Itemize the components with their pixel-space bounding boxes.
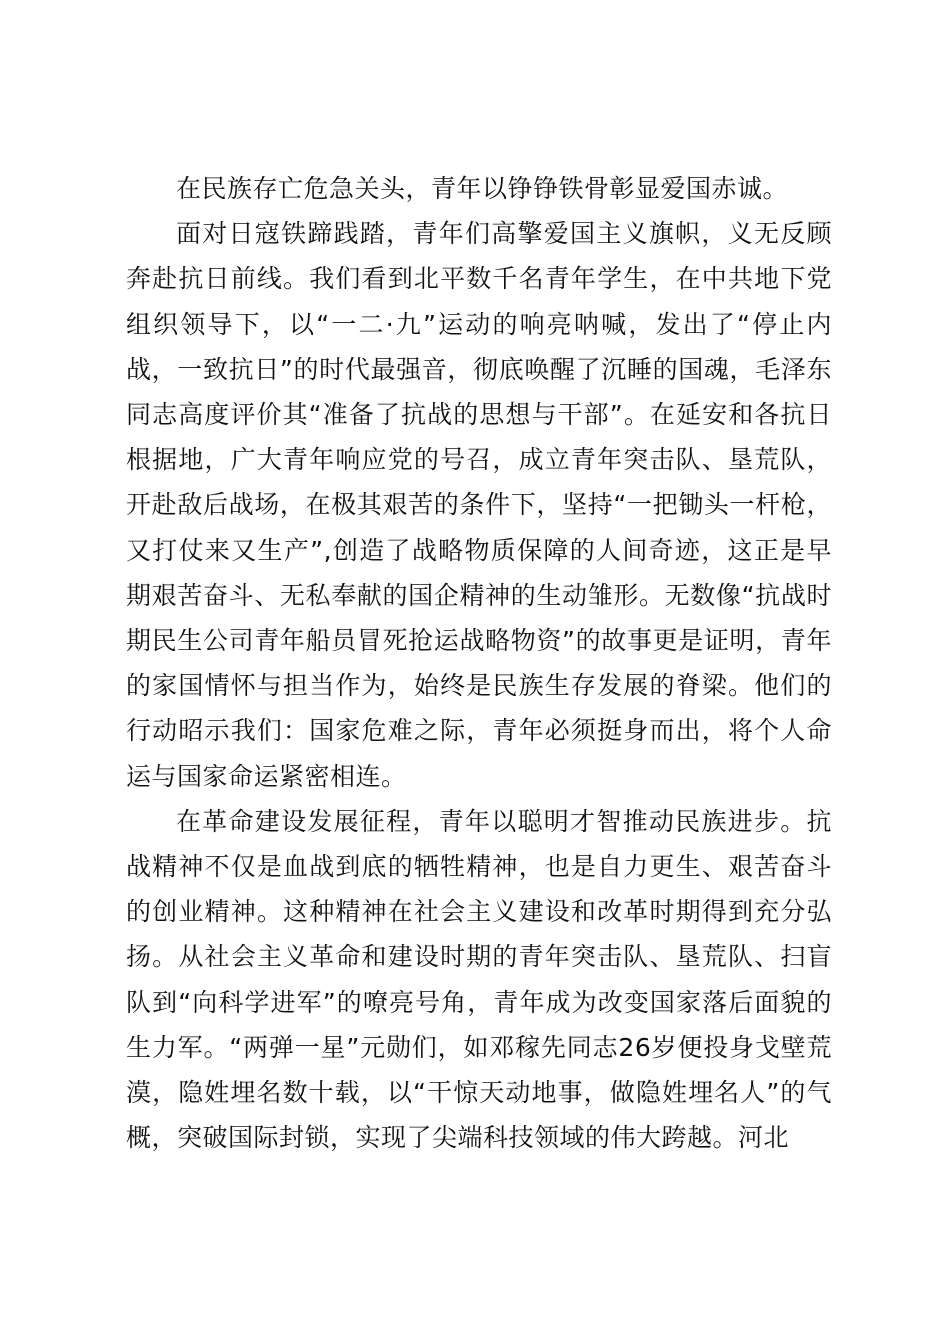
paragraph: 在革命建设发展征程，青年以聪明才智推动民族进步。抗战精神不仅是血战到底的牺牲精神，也是自力更生、艰苦奋斗的创业精神。这种精神在社会主义建设和改革时期得到充分弘扬。从社会主义革命和建设时期的青年突击队、垦荒队、扫盲队到“向科学进军”的嘹亮号角，青年成为改变国家落后面貌的生力军。“两弹一星”元勋们，如邓稼先同志26岁便投身戈壁荒漠，隐姓埋名数十载，以“干惊天动地事，做隐姓埋名人”的气概，突破国际封锁，实现了尖端科技领域的伟大跨越。河北 [126, 806, 832, 1153]
paragraph: 面对日寇铁蹄践踏，青年们高擎爱国主义旗帜，义无反顾奔赴抗日前线。我们看到北平数千名青年学生，在中共地下党组织领导下，以“一二·九”运动的响亮呐喊，发出了“停止内战，一致抗日”的时代最强音，彻底唤醒了沉睡的国魂，毛泽东同志高度评价其“准备了抗战的思想与干部”。在延安和各抗日根据地，广大青年响应党的号召，成立青年突击队、垦荒队，开赴敌后战场，在极其艰苦的条件下，坚持“一把锄头一杆枪，又打仗来又生产”,创造了战略物质保障的人间奇迹，这正是早期艰苦奋斗、无私奉献的国企精神的生动雏形。无数像“抗战时期民生公司青年船员冒死抢运战略物资”的故事更是证明，青年的家国情怀与担当作为，始终是民族生存发展的脊梁。他们的行动昭示我们：国家危难之际，青年必须挺身而出，将个人命运与国家命运紧密相连。 [126, 219, 832, 791]
paragraph: 在民族存亡危急关头，青年以铮铮铁骨彰显爱国赤诚。 [176, 174, 789, 203]
document-body [126, 166, 832, 1160]
